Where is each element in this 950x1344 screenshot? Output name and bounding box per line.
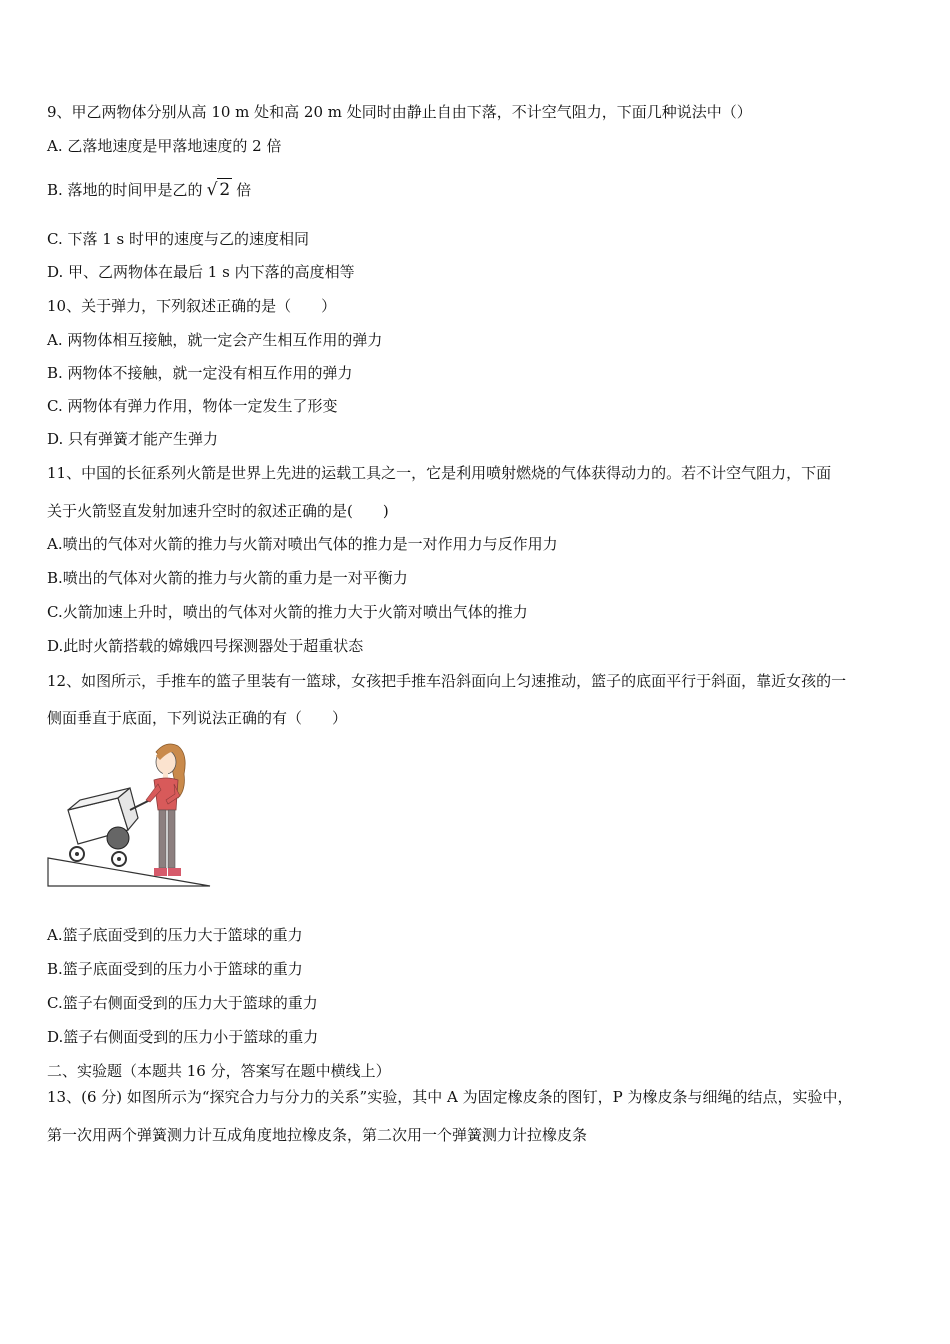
sqrt-radicand: 2: [219, 180, 231, 200]
basketball: [107, 827, 129, 849]
q10-option-d: D. 只有弹簧才能产生弹力: [47, 430, 219, 448]
q11-stem-line1: 11、中国的长征系列火箭是世界上先进的运载工具之一，它是利用喷射燃烧的气体获得动力的。若不计空气阻力，下面: [47, 464, 832, 482]
q12-stem-line2: 侧面垂直于底面，下列说法正确的有（ ）: [47, 709, 348, 727]
q12-option-c: C.篮子右侧面受到的压力大于篮球的重力: [47, 994, 318, 1012]
q12-option-b: B.篮子底面受到的压力小于篮球的重力: [47, 960, 303, 978]
q11-stem-line2: 关于火箭竖直发射加速升空时的叙述正确的是( ): [47, 502, 389, 520]
q9-option-d: D. 甲、乙两物体在最后 1 s 内下落的高度相等: [47, 263, 355, 281]
q12-option-d: D.篮子右侧面受到的压力小于篮球的重力: [47, 1028, 319, 1046]
q10-option-c: C. 两物体有弹力作用，物体一定发生了形变: [47, 397, 338, 415]
q11-option-a: A.喷出的气体对火箭的推力与火箭对喷出气体的推力是一对作用力与反作用力: [47, 535, 558, 553]
q9-option-a: A. 乙落地速度是甲落地速度的 2 倍: [47, 137, 282, 155]
q11-option-b: B.喷出的气体对火箭的推力与火箭的重力是一对平衡力: [47, 569, 408, 587]
q9-option-c: C. 下落 1 s 时甲的速度与乙的速度相同: [47, 230, 310, 248]
q11-option-d: D.此时火箭搭载的嫦娥四号探测器处于超重状态: [47, 637, 364, 655]
incline-slope: [48, 858, 210, 886]
q9-stem: 9、甲乙两物体分别从高 10 m 处和高 20 m 处同时由静止自由下落，不计空气阻力，下面几种说法中（）: [47, 103, 752, 121]
q10-option-a: A. 两物体相互接触，就一定会产生相互作用的弹力: [47, 331, 383, 349]
q9-option-b-text: B. 落地的时间甲是乙的: [47, 181, 203, 199]
q10-option-b: B. 两物体不接触，就一定没有相互作用的弹力: [47, 364, 353, 382]
q11-option-c: C.火箭加速上升时，喷出的气体对火箭的推力大于火箭对喷出气体的推力: [47, 603, 528, 621]
q13-stem-line2: 第一次用两个弹簧测力计互成角度地拉橡皮条，第二次用一个弹簧测力计拉橡皮条: [47, 1126, 588, 1144]
q9-option-b: [47, 178, 251, 201]
q13-stem-line1: 13、(6 分) 如图所示为“探究合力与分力的关系”实验，其中 A 为固定橡皮条的图钉，P 为橡皮条与细绳的结点，实验中，: [47, 1088, 853, 1106]
q10-stem: 10、关于弹力，下列叙述正确的是（ ）: [47, 297, 337, 315]
q12-stem-line1: 12、如图所示，手推车的篮子里装有一篮球，女孩把手推车沿斜面向上匀速推动，篮子的底面平行于斜面，靠近女孩的一: [47, 672, 847, 690]
section-title: 二、实验题（本题共 16 分，答案写在题中横线上）: [47, 1062, 391, 1080]
girl-pushing-cart-figure: [46, 738, 216, 890]
q9-option-b-tail: 倍: [236, 181, 252, 199]
sqrt-expression: √ 2: [206, 180, 231, 200]
q12-option-a: A.篮子底面受到的压力大于篮球的重力: [47, 926, 303, 944]
girl: [146, 744, 185, 876]
